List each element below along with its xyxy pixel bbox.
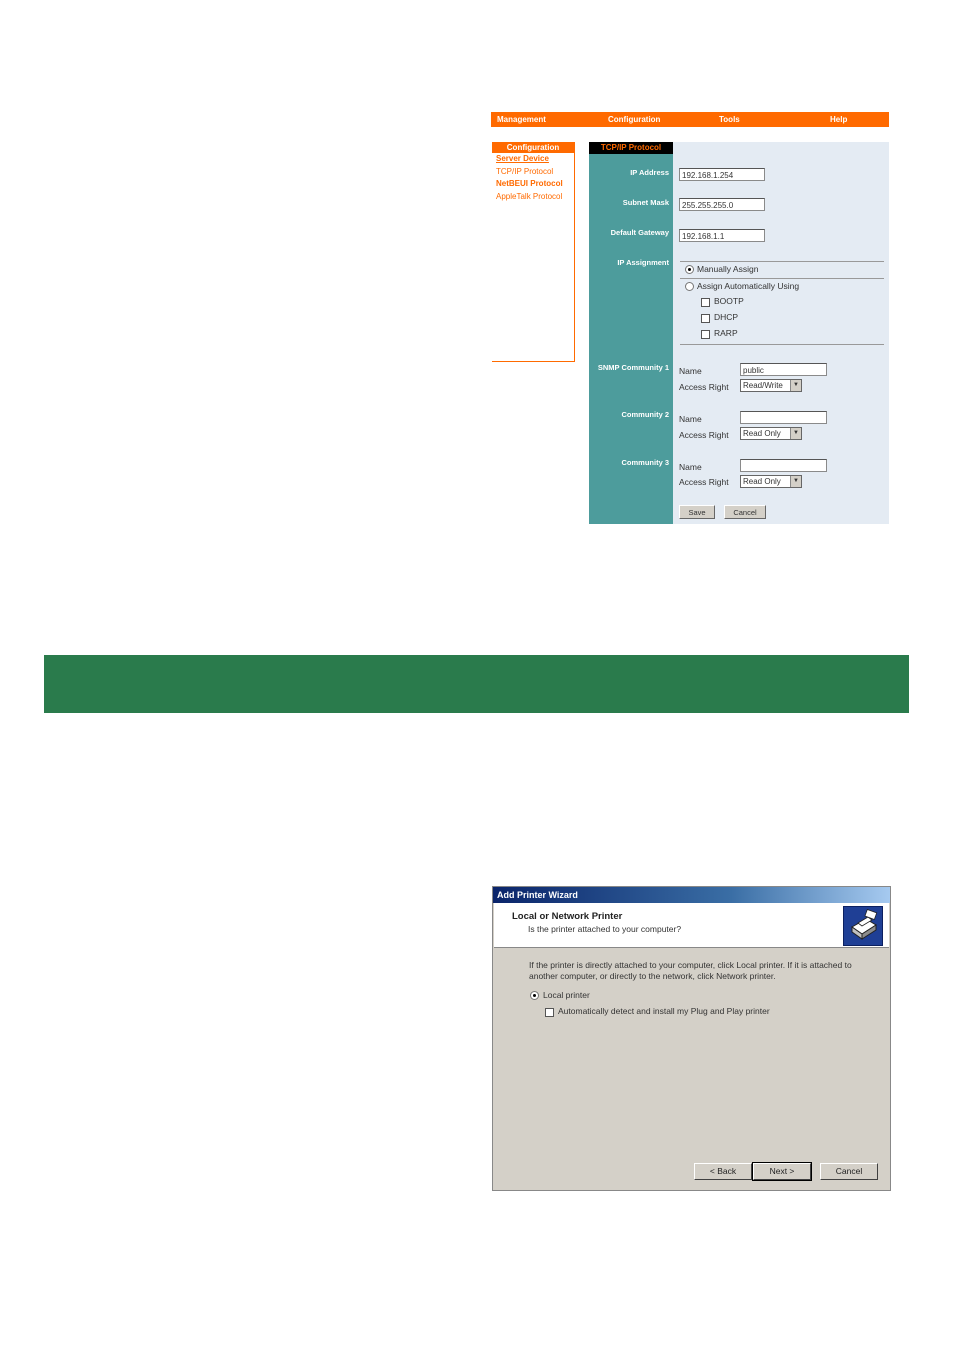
bootp-label: BOOTP [714, 296, 744, 306]
sidebar-heading: Configuration [492, 142, 574, 153]
next-button[interactable]: Next > [753, 1163, 811, 1180]
add-printer-wizard [492, 886, 891, 1191]
wizard-description: If the printer is directly attached to your computer, click Local printer. If it is attached to another computer, or directly to the network, click Network printer. [529, 960, 852, 981]
sidebar-link-tcpip[interactable]: TCP/IP Protocol [496, 166, 554, 176]
nav-management[interactable]: Management [497, 115, 546, 124]
snmp-community1-label: SNMP Community 1 [597, 363, 669, 372]
nav-tools[interactable]: Tools [719, 115, 740, 124]
community2-access-label: Access Right [679, 430, 729, 440]
save-button[interactable]: Save [679, 505, 715, 519]
autodetect-checkbox[interactable] [545, 1008, 554, 1017]
sidebar-link-server-device[interactable]: Server Device [496, 154, 549, 163]
sidebar-link-appletalk[interactable]: AppleTalk Protocol [496, 191, 563, 201]
community3-name-input[interactable] [740, 459, 827, 472]
community3-access-value: Read Only [743, 477, 781, 486]
local-printer-radio[interactable] [530, 991, 539, 1000]
community3-name-label: Name [679, 462, 702, 472]
local-printer-label: Local printer [543, 990, 590, 1000]
community2-access-value: Read Only [743, 429, 781, 438]
community1-access-value: Read/Write [743, 381, 783, 390]
ip-address-label: IP Address [630, 168, 669, 177]
subnet-mask-label: Subnet Mask [622, 198, 669, 207]
wizard-title-bar: Add Printer Wizard [493, 887, 890, 903]
chevron-down-icon[interactable]: ▼ [790, 476, 801, 487]
rarp-label: RARP [714, 328, 738, 338]
tcpip-panel [589, 142, 889, 524]
nav-configuration[interactable]: Configuration [608, 115, 661, 124]
dhcp-label: DHCP [714, 312, 739, 322]
ip-assignment-label: IP Assignment [617, 258, 669, 267]
sidebar [492, 142, 575, 362]
default-gateway-label: Default Gateway [610, 228, 669, 237]
section-banner [44, 655, 909, 713]
bootp-checkbox[interactable] [701, 298, 710, 307]
nav-help[interactable]: Help [830, 115, 848, 124]
community2-name-input[interactable] [740, 411, 827, 424]
wizard-header [494, 903, 889, 948]
divider [680, 261, 884, 262]
web-config-screenshot [491, 112, 889, 524]
community2-label: Community 2 [621, 410, 669, 419]
cancel-button[interactable]: Cancel [724, 505, 766, 519]
chevron-down-icon[interactable]: ▼ [790, 428, 801, 439]
community1-name-label: Name [679, 366, 702, 376]
community2-access-select[interactable] [740, 427, 802, 440]
chevron-down-icon[interactable]: ▼ [790, 380, 801, 391]
divider [680, 278, 884, 279]
divider [680, 344, 884, 345]
wizard-header-subtitle: Is the printer attached to your computer? [528, 924, 682, 934]
wizard-header-title: Local or Network Printer [512, 911, 623, 922]
community3-access-select[interactable] [740, 475, 802, 488]
sidebar-link-netbeui[interactable]: NetBEUI Protocol [496, 179, 563, 188]
wizard-cancel-button[interactable]: Cancel [820, 1163, 878, 1180]
community2-name-label: Name [679, 414, 702, 424]
auto-assign-radio[interactable] [685, 282, 694, 291]
panel-title: TCP/IP Protocol [589, 142, 673, 154]
community3-label: Community 3 [621, 458, 669, 467]
community1-access-select[interactable] [740, 379, 802, 392]
community1-name-input[interactable]: public [740, 363, 827, 376]
ip-address-input[interactable]: 192.168.1.254 [679, 168, 765, 181]
label-column [589, 142, 673, 524]
printer-icon [843, 906, 883, 946]
back-button[interactable]: < Back [694, 1163, 752, 1180]
auto-assign-label: Assign Automatically Using [697, 281, 800, 291]
community3-access-label: Access Right [679, 477, 729, 487]
autodetect-label: Automatically detect and install my Plug and Play printer [558, 1006, 770, 1016]
manual-assign-label: Manually Assign [697, 264, 759, 274]
top-navigation [491, 112, 889, 127]
rarp-checkbox[interactable] [701, 330, 710, 339]
community1-access-label: Access Right [679, 382, 729, 392]
subnet-mask-input[interactable]: 255.255.255.0 [679, 198, 765, 211]
default-gateway-input[interactable]: 192.168.1.1 [679, 229, 765, 242]
manual-assign-radio[interactable] [685, 265, 694, 274]
dhcp-checkbox[interactable] [701, 314, 710, 323]
